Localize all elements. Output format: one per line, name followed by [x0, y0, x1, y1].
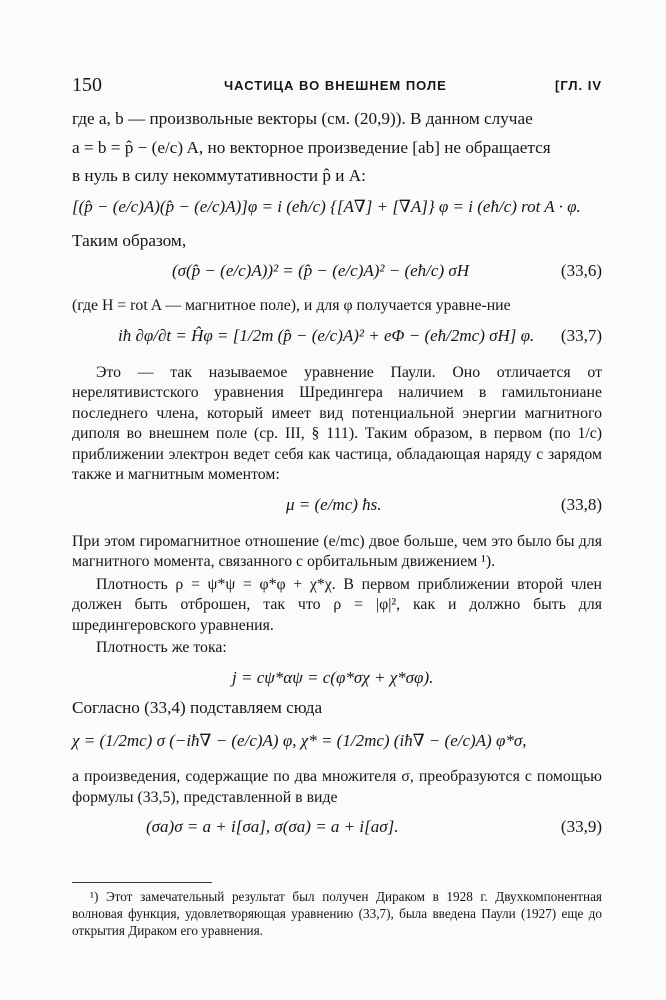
equation-number-33-7: (33,7) — [560, 325, 602, 345]
paragraph-intro-line1: где a, b — произвольные векторы (см. (20,9)). В данном случае — [72, 109, 533, 128]
equation-number-33-6: (33,6) — [560, 261, 602, 280]
paragraph-gyromagnetic: При этом гиромагнитное отношение (e/mc) двое больше, чем это было бы для магнитного момента, связанного с орбитальным движением ¹). — [72, 532, 602, 570]
paragraph-substitute: Согласно (33,4) подставляем сюда — [72, 697, 323, 717]
paragraph-intro-line2: a = b = p̂ − (e/c) A, но векторное произведение [ab] не обращается — [72, 137, 551, 157]
paragraph-products: а произведения, содержащие по два множителя σ, преобразуются с помощью формулы (33,5), представленной в виде — [72, 768, 602, 806]
equation-chi: χ = (1/2mc) σ (−iħ∇ − (e/c)A) φ, χ* = (1/2mc) (iħ∇ − (e/c)A) φ*σ, — [72, 731, 527, 750]
paragraph-density: Плотность ρ = ψ*ψ = φ*φ + χ*χ. В первом приближении второй член должен быть отброшен, так что ρ = |φ|², как и должно быть для шредингеровского уравнения. — [72, 575, 602, 634]
paragraph-intro-line3: в нуль в силу некоммутативности p̂ и A: — [72, 166, 366, 185]
paragraph-field: (где H = rot A — магнитное поле), и для φ получается уравне-ние — [72, 297, 511, 314]
equation-current: j = cψ*αψ = c(φ*σχ + χ*σφ). — [232, 667, 434, 687]
running-title: ЧАСТИЦА ВО ВНЕШНЕМ ПОЛЕ — [224, 78, 447, 93]
chapter-label: [ГЛ. IV — [554, 78, 602, 93]
page-number: 150 — [72, 74, 102, 96]
paragraph-current: Плотность же тока: — [96, 639, 227, 656]
equation-33-8: μ = (e/mc) ħs. (33,8) — [72, 486, 602, 524]
paragraph-thus: Таким образом, — [72, 230, 187, 250]
paragraph-pauli: Это — так называемое уравнение Паули. Оно отличается от нерелятивистского уравнения Шредингера наличием в гамильтониане последнего члена, который имеет вид потенциальной энергии магнитного диполя во внешнем поле (ср. III, § 111). Таким образом, в первом (по 1/c) приближении электрон ведет себя как частица, обладающая наряду с зарядом также и магнитным моментом: — [72, 363, 602, 483]
footnote-rule — [72, 882, 212, 883]
equation-33-7: iħ ∂φ/∂t = Ĥφ = [1/2m (p̂ − (e/c)A)² + eΦ − (eħ/2mc) σH] φ. (33,7) — [72, 317, 602, 355]
equation-commutator: [(p̂ − (e/c)A)(p̂ − (e/c)A)]φ = i (eħ/c) {[A∇] + [∇A]} φ = i (eħ/c) rot A · φ. — [72, 196, 581, 216]
page-header — [72, 74, 602, 96]
equation-33-6: (σ(p̂ − (e/c)A))² = (p̂ − (e/c)A)² − (eħ/c) σH (33,6) — [72, 252, 602, 290]
page-body — [72, 108, 602, 846]
equation-number-33-9: (33,9) — [560, 817, 602, 836]
equation-33-9: (σa)σ = a + i[σa], σ(σa) = a + i[aσ]. (33,9) — [72, 808, 602, 846]
footnote: ¹) Этот замечательный результат был получен Дираком в 1928 г. Двухкомпонентная волновая функция, удовлетворяющая уравнению (33,7), была введена Паули (1927) еще до открытия Дираком его уравнения. — [72, 889, 602, 938]
equation-number-33-8: (33,8) — [560, 494, 602, 514]
